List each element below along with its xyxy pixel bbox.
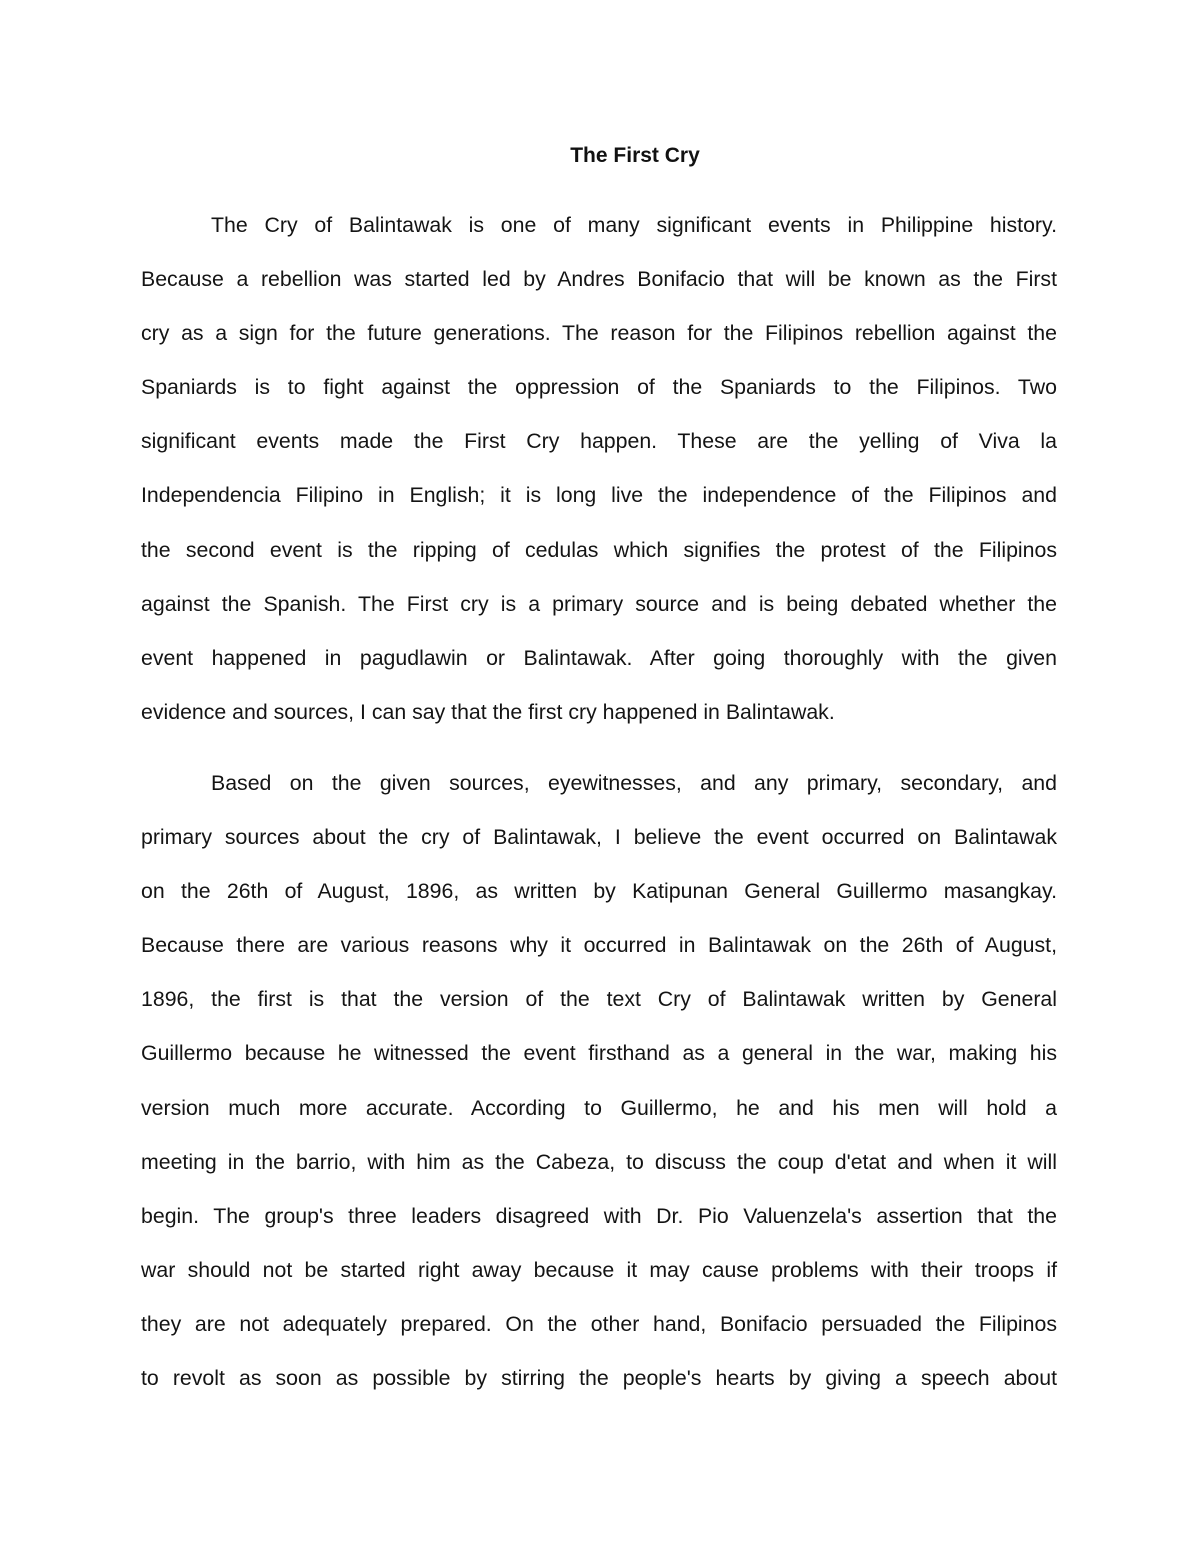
document-title: The First Cry — [570, 144, 700, 167]
paragraph-2-line-8: meeting in the barrio, with him as the Cabeza, to discuss the coup d'etat and when it will — [141, 1149, 1057, 1174]
paragraph-2-line-4: Because there are various reasons why it occurred in Balintawak on the 26th of August, — [141, 933, 1057, 958]
paragraph-1-line-4: Spaniards is to fight against the oppression of the Spaniards to the Filipinos. Two — [141, 375, 1057, 400]
paragraph-2-line-10: war should not be started right away because it may cause problems with their troops if — [141, 1257, 1057, 1282]
paragraph-1 — [141, 211, 1057, 752]
paragraph-1-line-1: The Cry of Balintawak is one of many significant events in Philippine history. — [211, 213, 1057, 237]
paragraph-2-line-11: they are not adequately prepared. On the other hand, Bonifacio persuaded the Filipinos — [141, 1311, 1057, 1336]
paragraph-2-line-1: Based on the given sources, eyewitnesses, and any primary, secondary, and — [211, 771, 1057, 795]
paragraph-2-line-6: Guillermo because he witnessed the event firsthand as a general in the war, making his — [141, 1041, 1057, 1066]
paragraph-1-line-6: Independencia Filipino in English; it is long live the independence of the Filipinos and — [141, 483, 1057, 508]
paragraph-2-line-7: version much more accurate. According to Guillermo, he and his men will hold a — [141, 1095, 1057, 1120]
paragraph-1-line-2: Because a rebellion was started led by Andres Bonifacio that will be known as the First — [141, 267, 1057, 292]
paragraph-1-line-8: against the Spanish. The First cry is a primary source and is being debated whether the — [141, 591, 1057, 616]
paragraph-2-line-2: primary sources about the cry of Balintawak, I believe the event occurred on Balintawak — [141, 825, 1057, 850]
paragraph-1-line-10: evidence and sources, I can say that the first cry happened in Balintawak. — [141, 699, 835, 724]
paragraph-2-line-12: to revolt as soon as possible by stirring the people's hearts by giving a speech about — [141, 1366, 1057, 1391]
paragraph-2-line-5: 1896, the first is that the version of the text Cry of Balintawak written by General — [141, 987, 1057, 1012]
paragraph-1-line-9: event happened in pagudlawin or Balintawak. After going thoroughly with the given — [141, 645, 1057, 670]
paragraph-1-line-3: cry as a sign for the future generations. The reason for the Filipinos rebellion against the — [141, 321, 1057, 346]
paragraph-2-line-3: on the 26th of August, 1896, as written by Katipunan General Guillermo masangkay. — [141, 879, 1057, 904]
paragraph-2-line-9: begin. The group's three leaders disagreed with Dr. Pio Valuenzela's assertion that the — [141, 1203, 1057, 1228]
paragraph-1-line-7: the second event is the ripping of cedulas which signifies the protest of the Filipinos — [141, 537, 1057, 562]
paragraph-2 — [141, 769, 1057, 1418]
paragraph-1-line-5: significant events made the First Cry happen. These are the yelling of Viva la — [141, 429, 1057, 454]
